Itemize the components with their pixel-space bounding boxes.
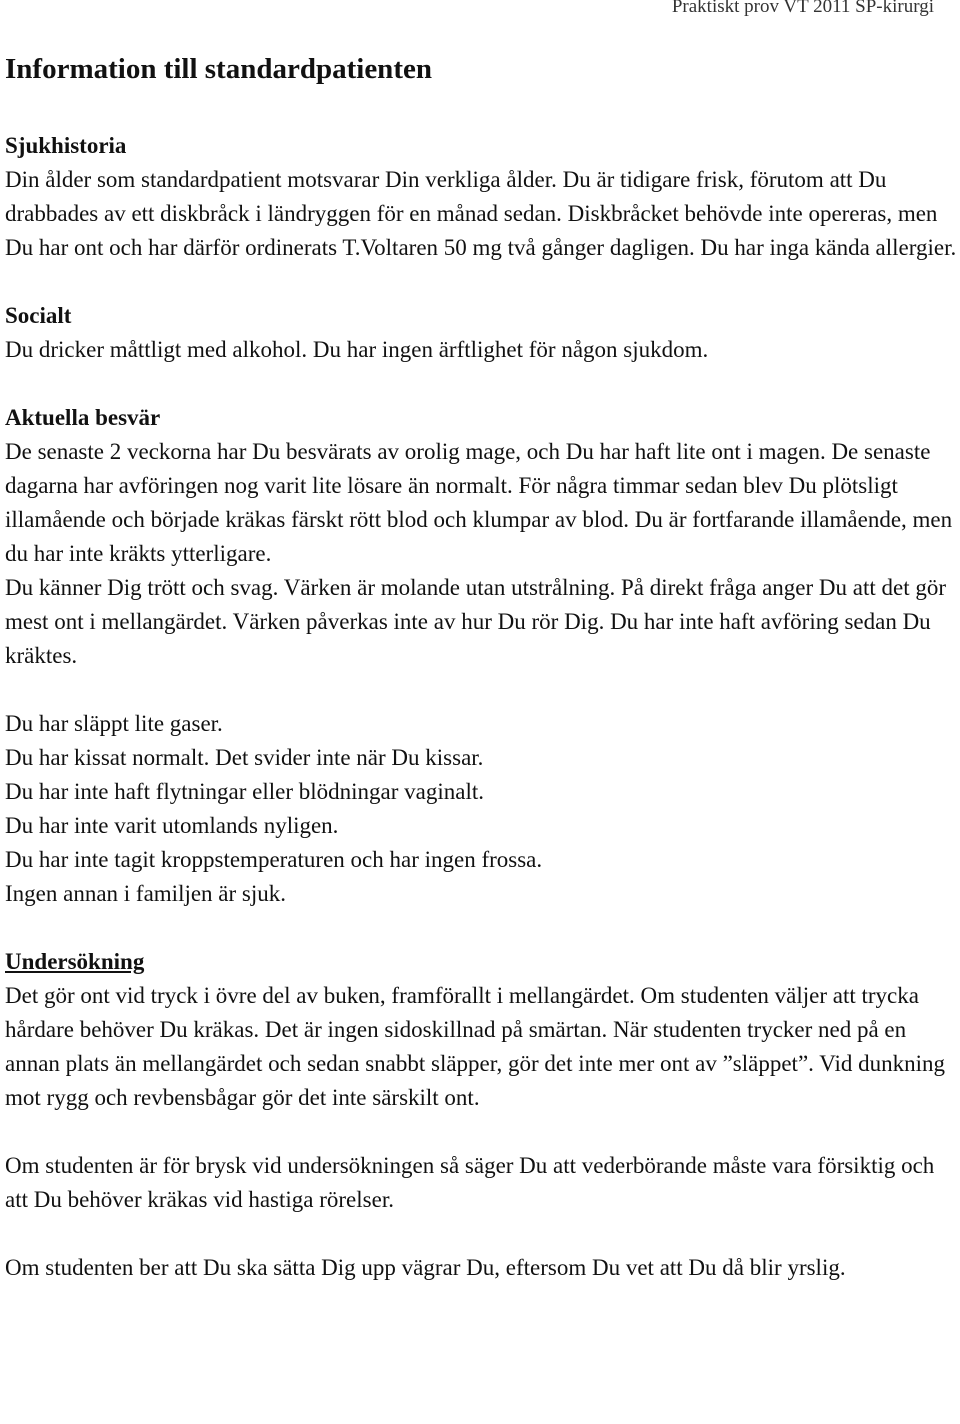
aktuella-line: Du har inte tagit kroppstemperaturen och har ingen frossa.	[5, 847, 543, 872]
aktuella-line: Du har inte haft flytningar eller blödningar vaginalt.	[5, 779, 485, 804]
document-body	[5, 51, 957, 1285]
section-aktuella-besvar	[5, 401, 957, 911]
paragraph-aktuella-2: Du känner Dig trött och svag. Värken är molande utan utstrålning. På direkt fråga anger Du att det gör mest ont i mellangärdet. Värken påverkas inte av hur Du rör Dig. Du har inte haft avföring sedan Du kräktes.	[5, 575, 947, 668]
aktuella-line: Du har inte varit utomlands nyligen.	[5, 813, 339, 838]
heading-undersokning: Undersökning	[5, 949, 145, 974]
spacer	[5, 1217, 957, 1251]
heading-aktuella-besvar: Aktuella besvär	[5, 405, 161, 430]
paragraph-undersokning-1: Det gör ont vid tryck i övre del av buken, framförallt i mellangärdet. Om studenten väljer att trycka hårdare behöver Du kräkas. Det är ingen sidoskillnad på smärtan. När studenten trycker ned på en annan plats än mellangärdet och sedan snabbt släpper, gör det inte mer ont av ”släppet”. Vid dunkning mot rygg och revbensbågar gör det inte särskilt ont.	[5, 983, 946, 1110]
paragraph-aktuella-1: De senaste 2 veckorna har Du besvärats av orolig mage, och Du har haft lite ont i magen. De senaste dagarna har avföringen nog varit lite lösare än normalt. För några timmar sedan blev Du plötsligt illamående och började kräkas färskt rött blod och klumpar av blod. Du är fortfarande illamående, men du har inte kräkts ytterligare.	[5, 439, 953, 566]
spacer	[5, 673, 957, 707]
aktuella-line: Ingen annan i familjen är sjuk.	[5, 881, 287, 906]
paragraph-undersokning-2: Om studenten är för brysk vid undersökningen så säger Du att vederbörande måste vara försiktig och att Du behöver kräkas vid hastiga rörelser.	[5, 1153, 935, 1212]
spacer	[5, 1115, 957, 1149]
aktuella-line: Du har kissat normalt. Det svider inte när Du kissar.	[5, 745, 484, 770]
heading-socialt: Socialt	[5, 303, 72, 328]
paragraph-socialt: Du dricker måttligt med alkohol. Du har ingen ärftlighet för någon sjukdom.	[5, 337, 709, 362]
section-socialt	[5, 299, 957, 367]
paragraph-sjukhistoria: Din ålder som standardpatient motsvarar Din verkliga ålder. Du är tidigare frisk, förutom att Du drabbades av ett diskbråck i ländryggen för en månad sedan. Diskbråcket behövde inte opereras, men Du har ont och har därför ordinerats T.Voltaren 50 mg två gånger dagligen. Du har inga kända allergier.	[5, 167, 957, 260]
running-header: Praktiskt prov VT 2011 SP-kirurgi	[671, 0, 934, 17]
section-sjukhistoria	[5, 129, 957, 265]
heading-sjukhistoria: Sjukhistoria	[5, 133, 127, 158]
document-title: Information till standardpatienten	[5, 53, 432, 85]
section-undersokning	[5, 945, 957, 1285]
aktuella-line: Du har släppt lite gaser.	[5, 711, 223, 736]
paragraph-undersokning-3: Om studenten ber att Du ska sätta Dig upp vägrar Du, eftersom Du vet att Du då blir yrslig.	[5, 1255, 846, 1280]
